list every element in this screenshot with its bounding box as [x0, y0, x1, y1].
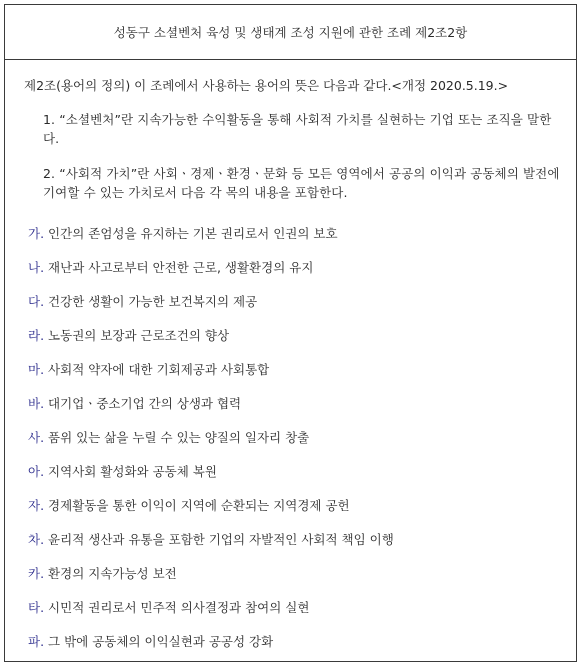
subitem-text: 사회적 약자에 대한 기회제공과 사회통합 — [48, 362, 270, 377]
subitem-mark: 카. — [28, 566, 45, 581]
subitem-cha — [28, 530, 394, 548]
subitem-text: 대기업ㆍ중소기업 간의 상생과 협력 — [48, 396, 242, 411]
subitem-text: 건강한 생활이 가능한 보건복지의 제공 — [48, 294, 258, 309]
document-title-box — [5, 5, 576, 60]
subitem-text: 시민적 권리로서 민주적 의사결정과 참여의 실현 — [48, 600, 310, 615]
subitem-da — [28, 292, 257, 310]
subitem-mark: 다. — [28, 294, 45, 309]
subitem-ra — [28, 326, 229, 344]
subitem-ta — [28, 598, 309, 616]
subitem-text: 재난과 사고로부터 안전한 근로, 생활환경의 유지 — [48, 260, 314, 275]
subitem-mark: 바. — [28, 396, 45, 411]
article-heading: 제2조(용어의 정의) 이 조례에서 사용하는 용어의 뜻은 다음과 같다.<개정 2020.5.19.> — [24, 78, 509, 93]
subitem-ja — [28, 496, 350, 514]
subitem-mark: 차. — [28, 532, 45, 547]
subitem-text: 노동권의 보장과 근로조건의 향상 — [48, 328, 230, 343]
subitem-mark: 자. — [28, 498, 45, 513]
subitem-text: 경제활동을 통한 이익이 지역에 순환되는 지역경제 공헌 — [48, 498, 350, 513]
subitem-text: 품위 있는 삶을 누릴 수 있는 양질의 일자리 창출 — [48, 430, 310, 445]
subitem-ka — [28, 564, 177, 582]
subitem-ga — [28, 224, 338, 242]
subitem-mark: 사. — [28, 430, 45, 445]
subitem-a — [28, 462, 217, 480]
subitem-mark: 타. — [28, 600, 45, 615]
subitem-text: 그 밖에 공동체의 이익실현과 공공성 강화 — [48, 634, 274, 649]
subitem-text: 환경의 지속가능성 보전 — [48, 566, 177, 581]
subitem-mark: 나. — [28, 260, 45, 275]
subitem-text: 지역사회 활성화와 공동체 복원 — [48, 464, 217, 479]
subitem-ma — [28, 360, 269, 378]
subitem-mark: 마. — [28, 362, 45, 377]
subitem-ba — [28, 394, 241, 412]
subitem-pa — [28, 632, 273, 650]
subitem-text: 윤리적 생산과 유통을 포함한 기업의 자발적인 사회적 책임 이행 — [48, 532, 394, 547]
subitem-na — [28, 258, 313, 276]
document-title: 성동구 소셜벤처 육성 및 생태계 조성 지원에 관한 조례 제2조2항 — [113, 25, 468, 40]
subitem-mark: 라. — [28, 328, 45, 343]
definition-item-2: 2. “사회적 가치”란 사회ㆍ경제ㆍ환경ㆍ문화 등 모든 영역에서 공공의 이익과 공동체의 발전에 기여할 수 있는 가치로서 다음 각 목의 내용을 포함한다. — [43, 166, 560, 200]
definition-item-1: 1. “소셜벤처”란 지속가능한 수익활동을 통해 사회적 가치를 실현하는 기업 또는 조직을 말한다. — [43, 112, 552, 146]
subitem-sa — [28, 428, 309, 446]
subitem-mark: 파. — [28, 634, 45, 649]
subitem-mark: 가. — [28, 226, 45, 241]
subitem-text: 인간의 존엄성을 유지하는 기본 권리로서 인권의 보호 — [48, 226, 338, 241]
document-frame — [4, 4, 577, 662]
subitem-mark: 아. — [28, 464, 45, 479]
